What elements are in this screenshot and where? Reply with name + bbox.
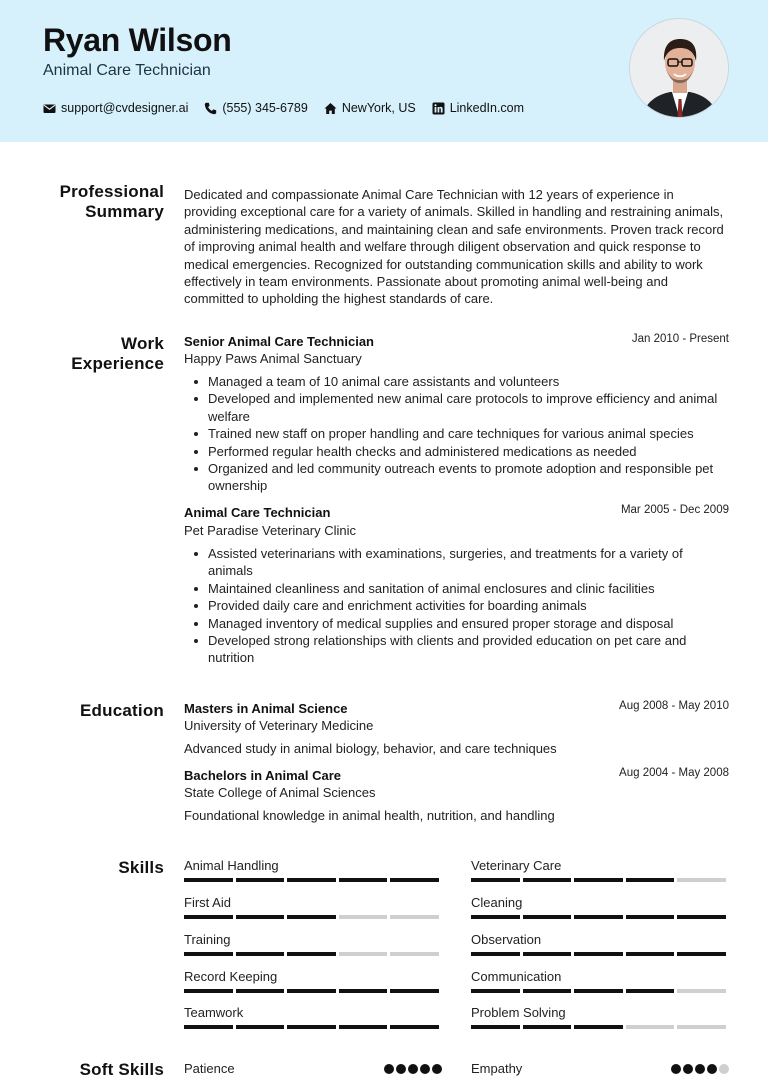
list-item: Organized and led community outreach events to promote adoption and responsible pet ownership	[208, 460, 730, 495]
skill-name: Teamwork	[184, 1005, 244, 1020]
rating-segment-filled	[574, 1025, 623, 1029]
rating-segment-filled	[184, 878, 233, 882]
phone-icon	[204, 102, 217, 115]
rating-segment-filled	[339, 989, 388, 993]
contact-linkedin-text: LinkedIn.com	[449, 101, 525, 115]
skill-rating-bar	[471, 878, 729, 882]
rating-segment-filled	[523, 1025, 572, 1029]
skill-name: Cleaning	[471, 895, 523, 910]
summary-section-title	[60, 182, 164, 222]
rating-dot-filled	[671, 1064, 681, 1074]
school-2: State College of Animal Sciences	[184, 785, 376, 800]
contact-location-text: NewYork, US	[341, 101, 416, 115]
job-bullets-1	[208, 373, 730, 495]
rating-segment-filled	[339, 878, 388, 882]
skill-name: First Aid	[184, 895, 231, 910]
rating-segment-filled	[236, 915, 285, 919]
skill-name: Communication	[471, 969, 562, 984]
home-icon	[324, 102, 337, 115]
rating-dot-filled	[683, 1064, 693, 1074]
rating-segment-filled	[287, 1025, 336, 1029]
rating-dot-filled	[396, 1064, 406, 1074]
rating-dot-filled	[432, 1064, 442, 1074]
soft-skill-name: Empathy	[471, 1061, 523, 1076]
skill-item	[184, 932, 442, 956]
job-bullets-2	[208, 545, 730, 667]
skill-item	[471, 858, 729, 882]
linkedin-icon	[432, 102, 445, 115]
skill-rating-bar	[471, 915, 729, 919]
skill-name: Record Keeping	[184, 969, 278, 984]
rating-dot-filled	[384, 1064, 394, 1074]
list-item: Managed a team of 10 animal care assistants and volunteers	[208, 373, 730, 390]
summary-title-line-1: Professional	[59, 182, 164, 201]
skill-item	[184, 858, 442, 882]
rating-segment-filled	[236, 1025, 285, 1029]
skill-name: Training	[184, 932, 231, 947]
soft-skill-name: Patience	[184, 1061, 235, 1076]
skill-rating-bar	[184, 989, 442, 993]
contact-phone-text: (555) 345-6789	[222, 101, 308, 115]
rating-segment-filled	[471, 952, 520, 956]
rating-segment-filled	[236, 952, 285, 956]
rating-segment-filled	[626, 989, 675, 993]
rating-segment-empty	[390, 952, 439, 956]
rating-segment-filled	[471, 1025, 520, 1029]
rating-segment-filled	[184, 952, 233, 956]
summary-title-line-2: Summary	[85, 202, 164, 221]
skill-item	[184, 895, 442, 919]
skill-name: Veterinary Care	[471, 858, 562, 873]
soft-skill-item	[184, 1061, 442, 1076]
rating-segment-empty	[677, 878, 726, 882]
work-title-line-1: Work	[121, 334, 164, 353]
skill-name: Observation	[471, 932, 542, 947]
rating-segment-filled	[574, 915, 623, 919]
soft-skill-rating-dots	[669, 1064, 729, 1074]
rating-segment-filled	[677, 915, 726, 919]
degree-1: Masters in Animal Science	[184, 701, 348, 716]
rating-segment-filled	[626, 952, 675, 956]
rating-segment-filled	[523, 952, 572, 956]
list-item: Maintained cleanliness and sanitation of animal enclosures and clinic facilities	[208, 580, 730, 597]
degree-description-2: Foundational knowledge in animal health, nutrition, and handling	[184, 808, 555, 823]
school-1: University of Veterinary Medicine	[184, 718, 374, 733]
rating-segment-filled	[287, 989, 336, 993]
rating-segment-filled	[574, 952, 623, 956]
header-banner	[0, 0, 768, 142]
envelope-icon	[43, 102, 56, 115]
rating-segment-filled	[287, 952, 336, 956]
degree-2: Bachelors in Animal Care	[184, 768, 342, 783]
rating-segment-filled	[471, 915, 520, 919]
list-item: Developed strong relationships with clients and provided education on pet care and nutrition	[208, 632, 730, 667]
skill-item	[471, 969, 729, 993]
rating-segment-empty	[339, 952, 388, 956]
rating-segment-filled	[471, 878, 520, 882]
skill-item	[184, 969, 442, 993]
degree-description-1: Advanced study in animal biology, behavior, and care techniques	[184, 741, 557, 756]
job-title-1: Senior Animal Care Technician	[184, 334, 374, 349]
rating-segment-filled	[626, 915, 675, 919]
rating-dot-filled	[420, 1064, 430, 1074]
job-org-2: Pet Paradise Veterinary Clinic	[184, 523, 356, 538]
skill-rating-bar	[184, 952, 442, 956]
degree-dates-1: Aug 2008 - May 2010	[619, 700, 729, 712]
skill-item	[184, 1005, 442, 1029]
rating-segment-filled	[390, 989, 439, 993]
list-item: Managed inventory of medical supplies and ensured proper storage and disposal	[208, 615, 730, 632]
contact-location	[324, 101, 416, 115]
rating-segment-filled	[184, 915, 233, 919]
rating-segment-filled	[236, 989, 285, 993]
rating-segment-filled	[523, 878, 572, 882]
rating-segment-filled	[236, 878, 285, 882]
rating-segment-filled	[523, 915, 572, 919]
contact-email[interactable]	[43, 101, 188, 115]
skill-item	[471, 895, 729, 919]
rating-segment-filled	[677, 952, 726, 956]
rating-segment-filled	[471, 989, 520, 993]
rating-segment-filled	[287, 915, 336, 919]
skill-rating-bar	[471, 989, 729, 993]
skill-rating-bar	[184, 1025, 442, 1029]
rating-segment-empty	[677, 1025, 726, 1029]
skill-rating-bar	[184, 878, 442, 882]
work-title-line-2: Experience	[71, 354, 164, 373]
contact-email-text: support@cvdesigner.ai	[61, 101, 189, 115]
skill-rating-bar	[471, 952, 729, 956]
contact-phone[interactable]	[204, 101, 307, 115]
job-title-2: Animal Care Technician	[184, 505, 331, 520]
list-item: Provided daily care and enrichment activities for boarding animals	[208, 597, 730, 614]
rating-segment-filled	[287, 878, 336, 882]
job-dates-1: Jan 2010 - Present	[631, 333, 729, 345]
skill-rating-bar	[471, 1025, 729, 1029]
contact-bar	[43, 101, 540, 115]
soft-skills-section-title: Soft Skills	[79, 1060, 164, 1078]
list-item: Trained new staff on proper handling and care techniques for various animal species	[208, 425, 730, 442]
rating-segment-filled	[574, 989, 623, 993]
rating-segment-empty	[677, 989, 726, 993]
contact-linkedin[interactable]	[432, 101, 524, 115]
summary-text: Dedicated and compassionate Animal Care Technician with 12 years of experience in providing exceptional care for a variety of animals. Skilled in handling and restraining animals, administering medications, and maintaining clean and safe environments. Proven track record of improving animal health and welfare through diligent observation and quick response to medical emergencies. Recognized for outstanding communication skills and ability to work effectively in team environments. Passionate about promoting animal well-being and committed to upholding the highest standards of care.	[184, 187, 724, 307]
list-item: Performed regular health checks and administered medications as needed	[208, 443, 730, 460]
rating-segment-filled	[390, 878, 439, 882]
skills-section-title: Skills	[118, 858, 164, 877]
list-item: Assisted veterinarians with examinations, surgeries, and treatments for a variety of animals	[208, 545, 730, 580]
rating-segment-filled	[574, 878, 623, 882]
rating-segment-filled	[626, 878, 675, 882]
work-section-title	[71, 334, 164, 374]
candidate-name: Ryan Wilson	[43, 22, 232, 58]
rating-segment-filled	[184, 1025, 233, 1029]
list-item: Developed and implemented new animal care protocols to improve efficiency and animal welfare	[208, 390, 730, 425]
job-org-1: Happy Paws Animal Sanctuary	[184, 351, 362, 366]
soft-skill-rating-dots	[382, 1064, 442, 1074]
rating-segment-filled	[339, 1025, 388, 1029]
rating-dot-filled	[695, 1064, 705, 1074]
rating-dot-filled	[408, 1064, 418, 1074]
job-dates-2: Mar 2005 - Dec 2009	[620, 504, 729, 516]
rating-segment-filled	[523, 989, 572, 993]
rating-segment-empty	[626, 1025, 675, 1029]
rating-segment-filled	[184, 989, 233, 993]
rating-segment-empty	[390, 915, 439, 919]
soft-skill-item	[471, 1061, 729, 1076]
rating-segment-filled	[390, 1025, 439, 1029]
skill-name: Problem Solving	[471, 1005, 566, 1020]
skill-name: Animal Handling	[184, 858, 279, 873]
job-title: Animal Care Technician	[43, 62, 211, 79]
skill-item	[471, 932, 729, 956]
rating-segment-empty	[339, 915, 388, 919]
rating-dot-filled	[707, 1064, 717, 1074]
degree-dates-2: Aug 2004 - May 2008	[619, 767, 729, 779]
education-section-title: Education	[80, 701, 164, 720]
profile-photo	[629, 18, 729, 118]
rating-dot-empty	[719, 1064, 729, 1074]
skill-item	[471, 1005, 729, 1029]
skill-rating-bar	[184, 915, 442, 919]
